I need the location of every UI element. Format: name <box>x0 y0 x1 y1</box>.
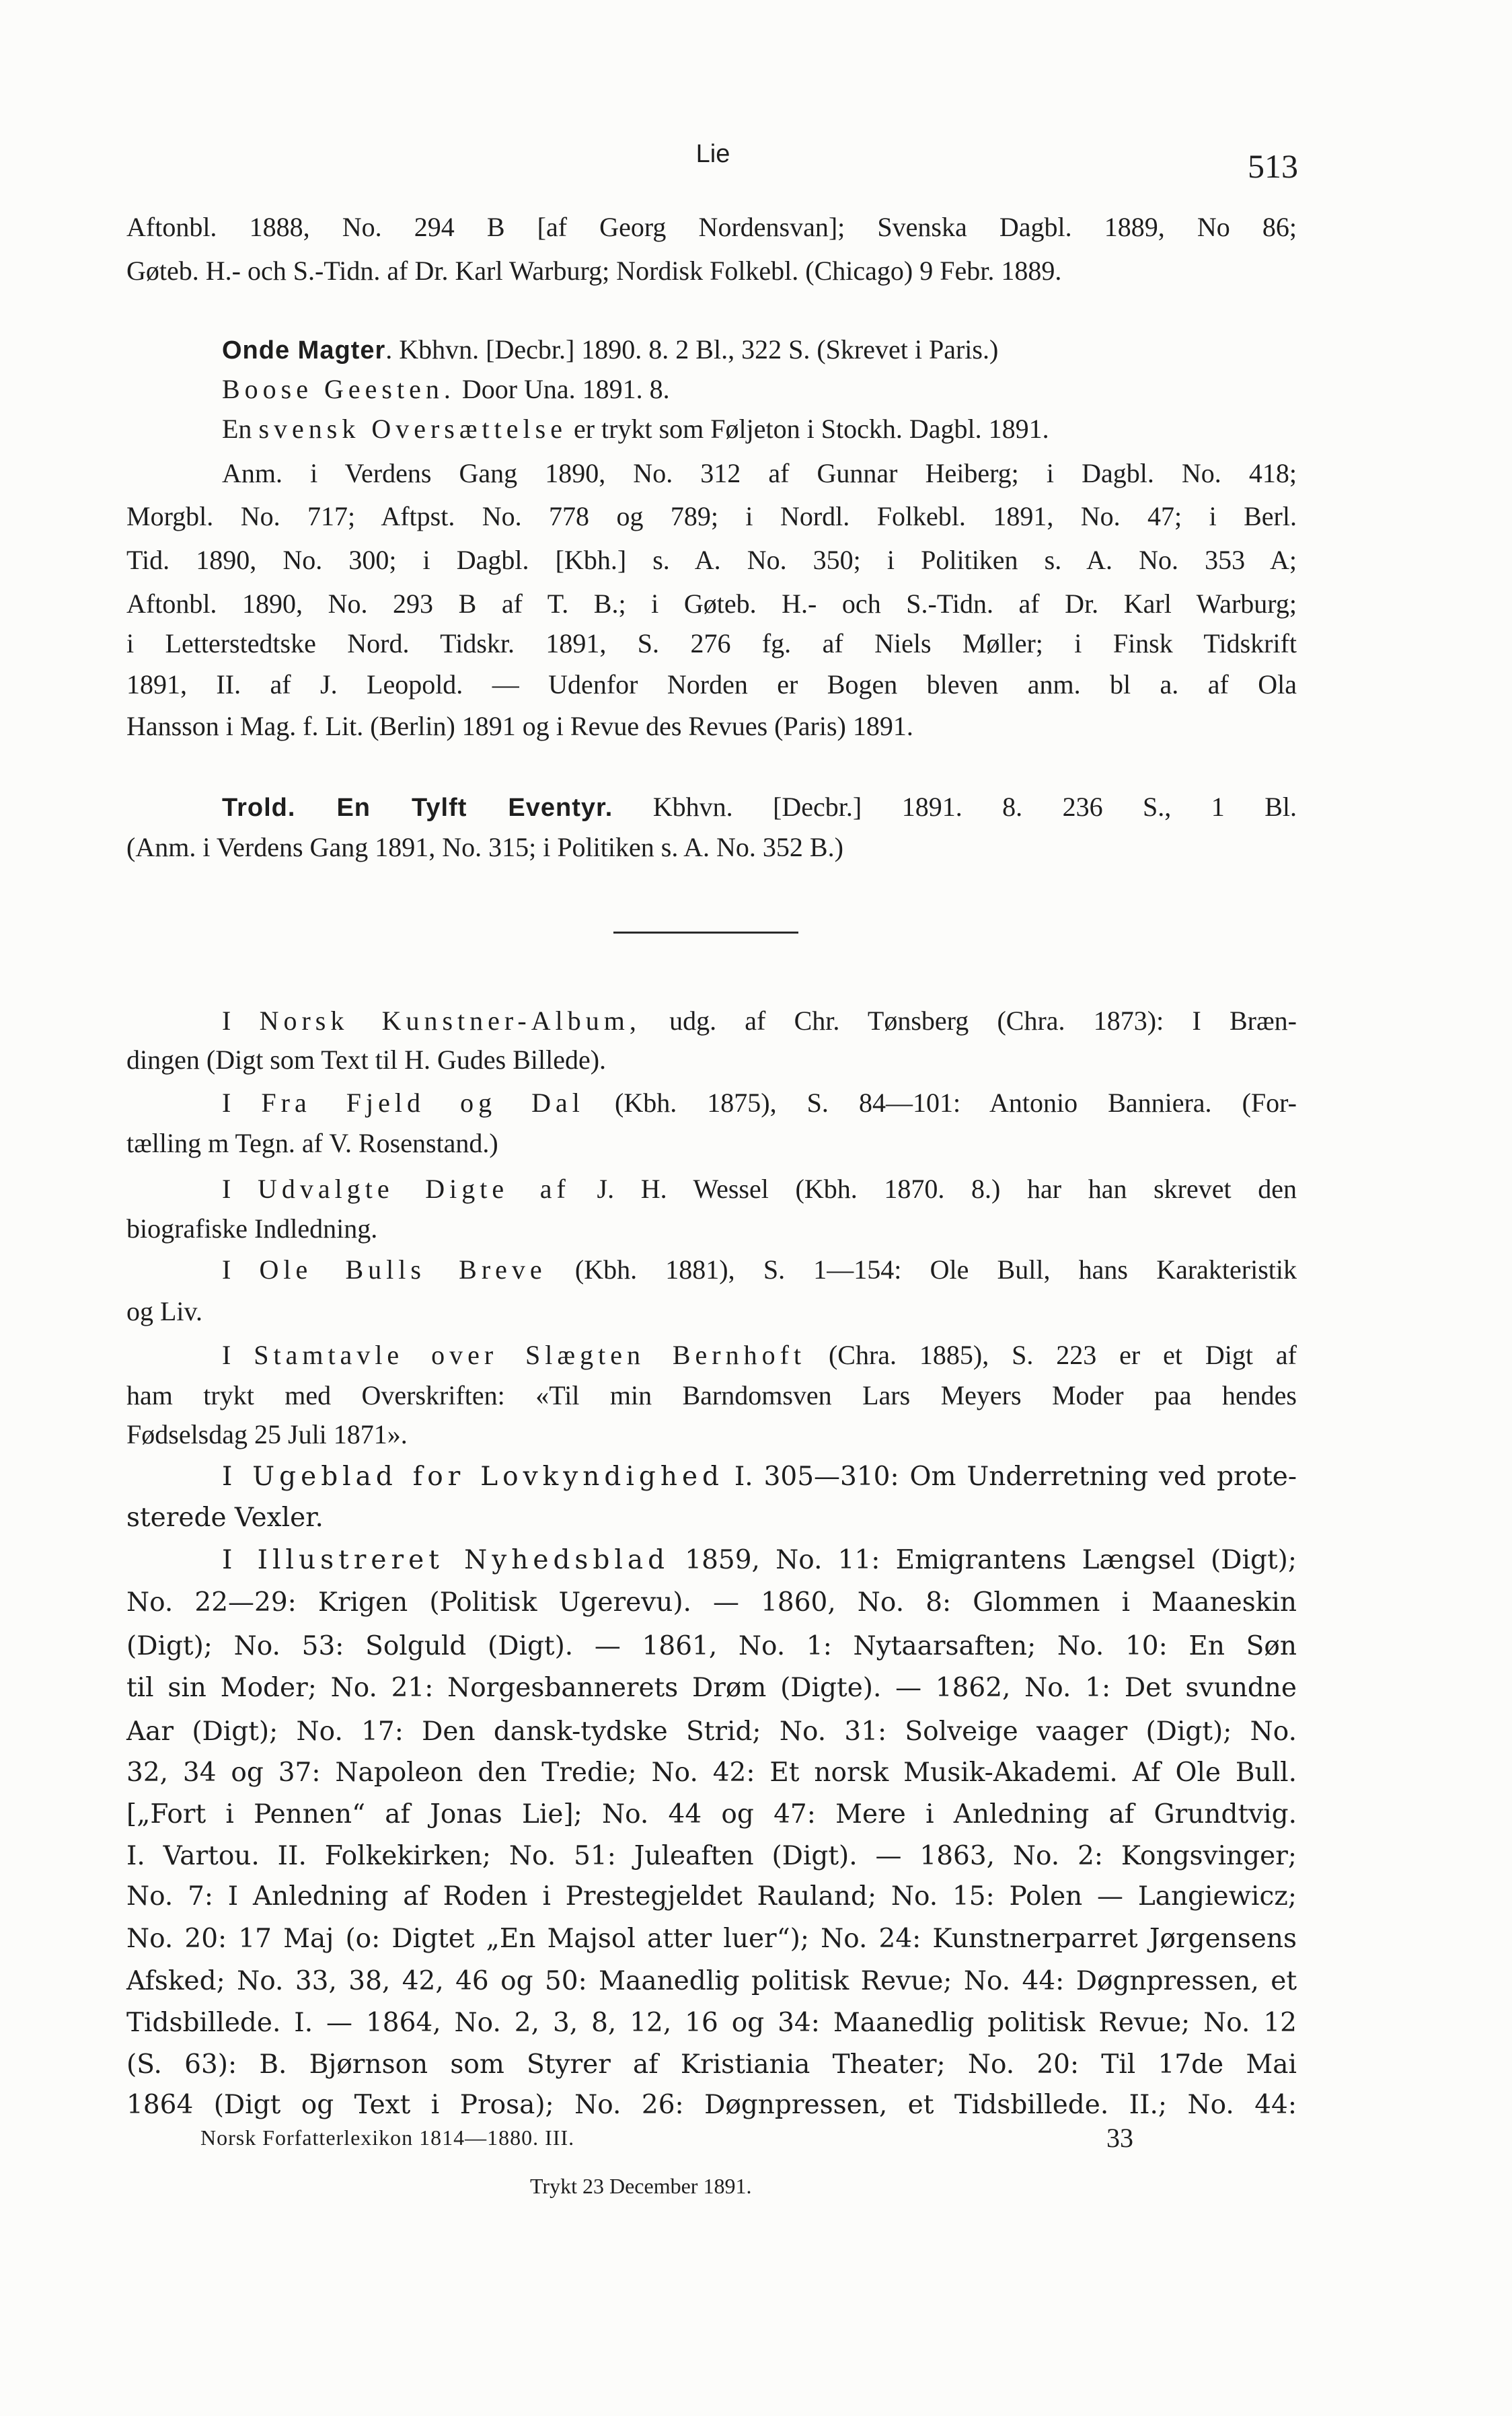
text-line: 1891, II. af J. Leopold. — Udenfor Norden er Bogen bleven anm. bl a. af Ola <box>126 669 1297 700</box>
text-line: i Letterstedtske Nord. Tidskr. 1891, S. 276 fg. af Niels Møller; i Finsk Tidskrift <box>126 628 1297 658</box>
text-line: Tid. 1890, No. 300; i Dagbl. [Kbh.] s. A. No. 350; i Politiken s. A. No. 353 A; <box>126 545 1297 575</box>
text-line: Aftonbl. 1888, No. 294 B [af Georg Nordensvan]; Svenska Dagbl. 1889, No 86; <box>126 212 1297 242</box>
text-line: Afsked; No. 33, 38, 42, 46 og 50: Maanedlig politisk Revue; No. 44: Døgnpressen, et <box>126 1966 1297 1996</box>
text-line: (Anm. i Verdens Gang 1891, No. 315; i Politiken s. A. No. 352 B.) <box>126 832 843 862</box>
text-line: 32, 34 og 37: Napoleon den Tredie; No. 42: Et norsk Musik-Akademi. Af Ole Bull. <box>126 1758 1297 1788</box>
text-line: (Digt); No. 53: Solguld (Digt). — 1861, No. 1: Nytaarsaften; No. 10: En Søn <box>126 1631 1297 1661</box>
text-line: En svensk Oversættelse er trykt som Føljeton i Stockh. Dagbl. 1891. <box>222 414 1049 444</box>
printed-date: Trykt 23 December 1891. <box>530 2174 752 2198</box>
text-line: sterede Vexler. <box>126 1503 324 1533</box>
text-line: I Fra Fjeld og Dal (Kbh. 1875), S. 84—101: Antonio Banniera. (For- <box>222 1088 1297 1118</box>
text-line: (S. 63): B. Bjørnson som Styrer af Kristiania Theater; No. 20: Til 17de Mai <box>126 2049 1297 2080</box>
book-title: Trold. En Tylft Eventyr. <box>222 794 613 822</box>
text-line: tælling m Tegn. af V. Rosenstand.) <box>126 1128 498 1158</box>
text-line: og Liv. <box>126 1296 202 1326</box>
section-divider <box>613 932 798 934</box>
text-line: 1864 (Digt og Text i Prosa); No. 26: Døgnpressen, et Tidsbillede. II.; No. 44: <box>126 2090 1297 2120</box>
text-line: I Illustreret Nyhedsblad 1859, No. 11: Emigrantens Længsel (Digt); <box>222 1545 1297 1575</box>
text-line: No. 20: 17 Maj (o: Digtet „En Majsol atter luer“); No. 24: Kunstnerparret Jørgensens <box>126 1924 1297 1954</box>
book-title: Onde Magter <box>222 336 386 365</box>
signature-mark: 33 <box>1106 2123 1133 2153</box>
text-line: dingen (Digt som Text til H. Gudes Billede). <box>126 1045 607 1075</box>
text-line: Boose Geesten. Door Una. 1891. 8. <box>222 374 670 404</box>
text-line: Fødselsdag 25 Juli 1871». <box>126 1419 408 1449</box>
footer-lexicon: Norsk Forfatterlexikon 1814—1880. III. <box>200 2125 575 2150</box>
page-number: 513 <box>1248 147 1298 185</box>
text-line: ham trykt med Overskriften: «Til min Barndomsven Lars Meyers Moder paa hendes <box>126 1380 1297 1410</box>
text-line: Morgbl. No. 717; Aftpst. No. 778 og 789; i Nordl. Folkebl. 1891, No. 47; i Berl. <box>126 501 1297 531</box>
text-line: No. 7: I Anledning af Roden i Prestegjeldet Rauland; No. 15: Polen — Langiewicz; <box>126 1881 1297 1912</box>
entry-trold: Trold. En Tylft Eventyr. Kbhvn. [Decbr.] 1891. 8. 236 S., 1 Bl. <box>222 792 1297 822</box>
text-line: Hansson i Mag. f. Lit. (Berlin) 1891 og i Revue des Revues (Paris) 1891. <box>126 711 913 741</box>
text-line: I Ugeblad for Lovkyndighed I. 305—310: Om Underretning ved prote- <box>222 1462 1297 1492</box>
text-line: I Norsk Kunstner-Album, udg. af Chr. Tønsberg (Chra. 1873): I Bræn- <box>222 1006 1297 1036</box>
text-line: biografiske Indledning. <box>126 1213 378 1244</box>
text-line: I. Vartou. II. Folkekirken; No. 51: Juleaften (Digt). — 1863, No. 2: Kongsvinger; <box>126 1841 1297 1871</box>
text-line: Tidsbillede. I. — 1864, No. 2, 3, 8, 12, 16 og 34: Maanedlig politisk Revue; No. 12 <box>126 2008 1297 2038</box>
running-head: Lie <box>695 140 730 168</box>
text-line: til sin Moder; No. 21: Norgesbannerets Drøm (Digte). — 1862, No. 1: Det svundne <box>126 1673 1297 1703</box>
text-line: I Ole Bulls Breve (Kbh. 1881), S. 1—154: Ole Bull, hans Karakteristik <box>222 1254 1297 1285</box>
text-line: I Stamtavle over Slægten Bernhoft (Chra. 1885), S. 223 er et Digt af <box>222 1340 1297 1370</box>
text-line: Gøteb. H.- och S.-Tidn. af Dr. Karl Warburg; Nordisk Folkebl. (Chicago) 9 Febr. 1889. <box>126 256 1062 286</box>
entry-onde-magter: Onde Magter. Kbhvn. [Decbr.] 1890. 8. 2 Bl., 322 S. (Skrevet i Paris.) <box>222 334 999 365</box>
text-line: [„Fort i Pennen“ af Jonas Lie]; No. 44 og 47: Mere i Anledning af Grundtvig. <box>126 1799 1297 1829</box>
text-line: No. 22—29: Krigen (Politisk Ugerevu). — 1860, No. 8: Glommen i Maaneskin <box>126 1587 1297 1618</box>
text-line: Anm. i Verdens Gang 1890, No. 312 af Gunnar Heiberg; i Dagbl. No. 418; <box>222 458 1297 488</box>
text-line: I Udvalgte Digte af J. H. Wessel (Kbh. 1870. 8.) har han skrevet den <box>222 1174 1297 1204</box>
text-line: Aftonbl. 1890, No. 293 B af T. B.; i Gøteb. H.- och S.-Tidn. af Dr. Karl Warburg; <box>126 589 1297 619</box>
text-line: Aar (Digt); No. 17: Den dansk-tydske Strid; No. 31: Solveige vaager (Digt); No. <box>126 1716 1297 1747</box>
